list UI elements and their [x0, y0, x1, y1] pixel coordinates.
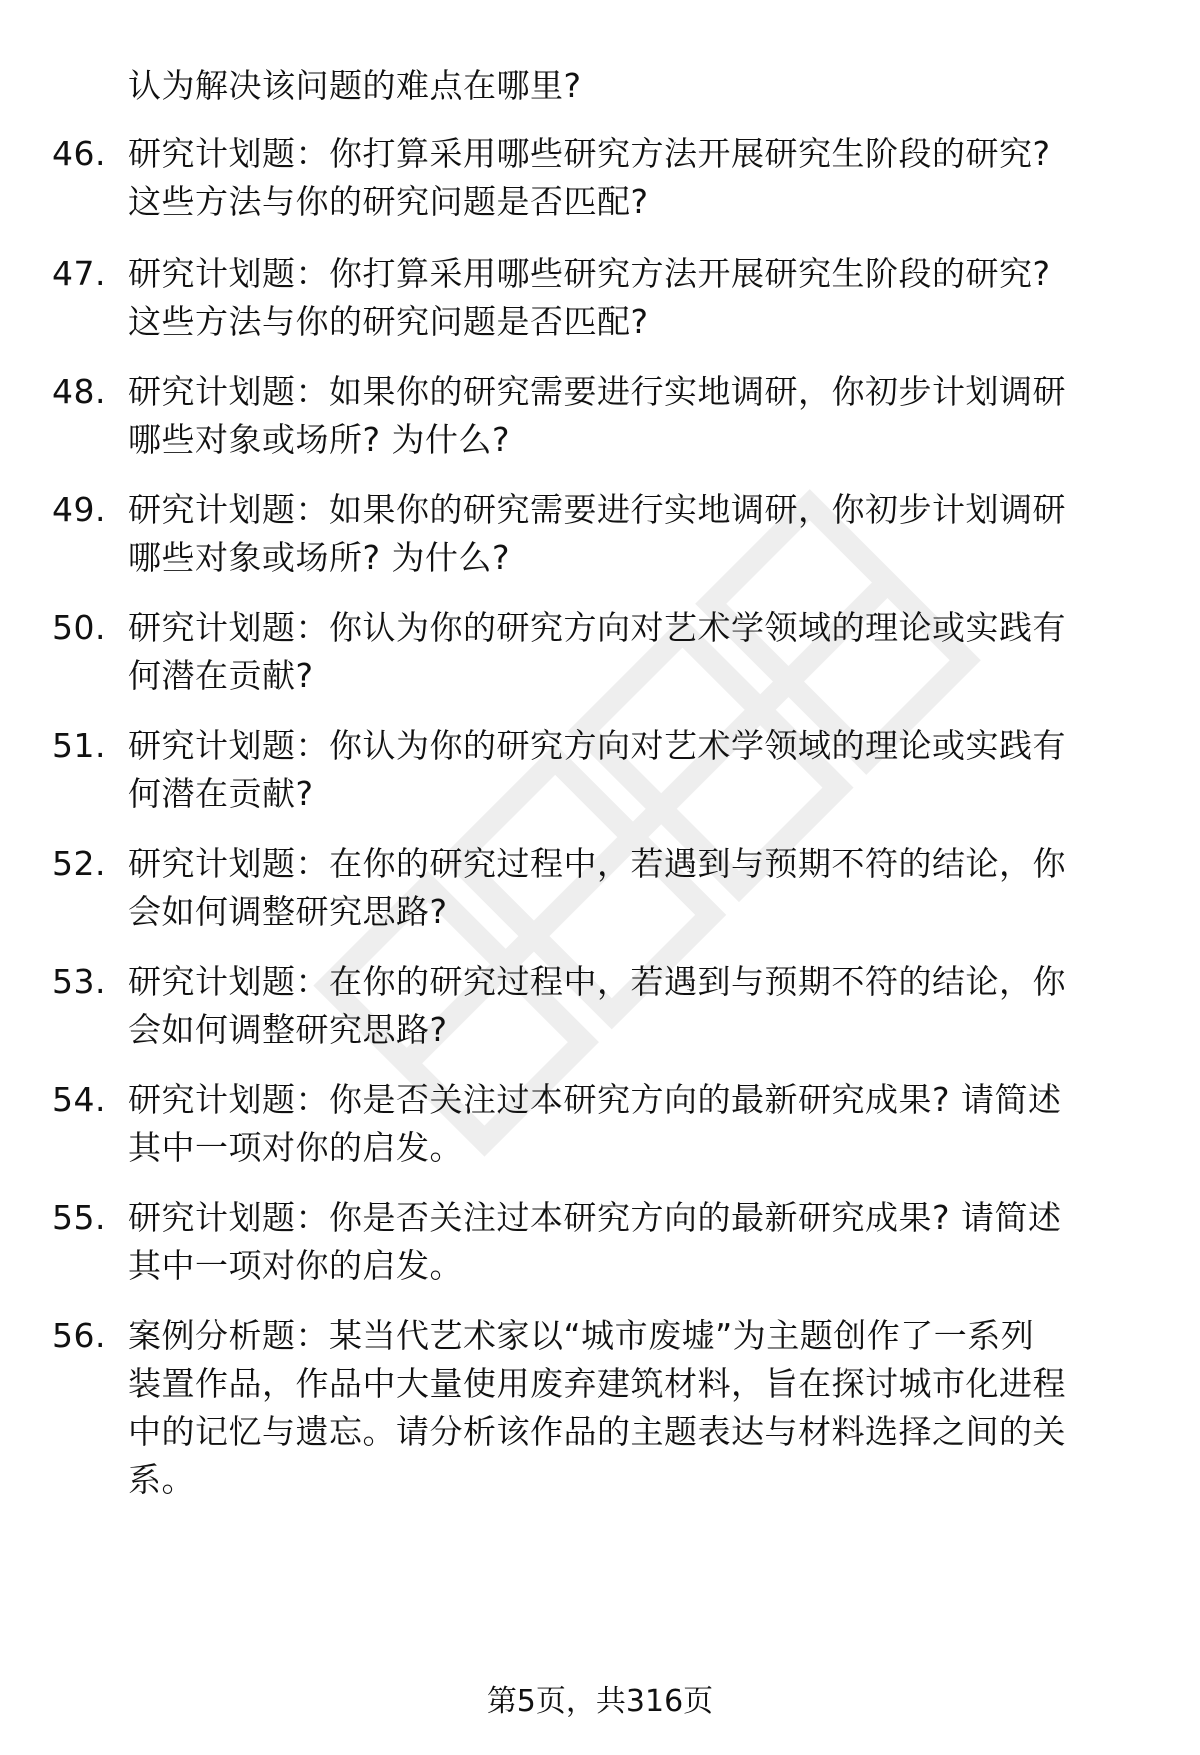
question-number: 46. — [52, 134, 106, 173]
question-number: 48. — [52, 372, 106, 411]
question-text-line: 研究计划题：如果你的研究需要进行实地调研，你初步计划调研 — [128, 490, 1066, 529]
question-text-line: 何潜在贡献? — [128, 656, 314, 695]
question-text-line: 研究计划题：你打算采用哪些研究方法开展研究生阶段的研究? — [128, 134, 1051, 173]
question-text-line: 研究计划题：你认为你的研究方向对艺术学领域的理论或实践有 — [128, 726, 1066, 765]
question-text-line: 这些方法与你的研究问题是否匹配? — [128, 182, 649, 221]
question-text — [128, 604, 1142, 700]
question-number: 54. — [52, 1080, 106, 1119]
question-text-line: 研究计划题：你是否关注过本研究方向的最新研究成果? 请简述 — [128, 1080, 1062, 1119]
question-text-line: 其中一项对你的启发。 — [128, 1128, 463, 1167]
question-text-line: 这些方法与你的研究问题是否匹配? — [128, 302, 649, 341]
question-text-line: 研究计划题：在你的研究过程中，若遇到与预期不符的结论，你 — [128, 962, 1066, 1001]
question-text-line: 研究计划题：你打算采用哪些研究方法开展研究生阶段的研究? — [128, 254, 1051, 293]
question-text — [128, 486, 1142, 582]
question-number: 55. — [52, 1198, 106, 1237]
question-text-line: 研究计划题：在你的研究过程中，若遇到与预期不符的结论，你 — [128, 844, 1066, 883]
question-text-line: 中的记忆与遗忘。请分析该作品的主题表达与材料选择之间的关 — [128, 1412, 1066, 1451]
question-number: 51. — [52, 726, 106, 765]
question-text-line: 研究计划题：你是否关注过本研究方向的最新研究成果? 请简述 — [128, 1198, 1062, 1237]
question-text — [128, 368, 1142, 464]
intro-line: 认为解决该问题的难点在哪里? — [128, 66, 582, 105]
question-text-line: 哪些对象或场所? 为什么? — [128, 420, 511, 459]
question-text — [128, 130, 1142, 226]
question-text-line: 哪些对象或场所? 为什么? — [128, 538, 511, 577]
question-text-line: 研究计划题：你认为你的研究方向对艺术学领域的理论或实践有 — [128, 608, 1066, 647]
page-footer: 第5页，共316页 — [486, 1684, 714, 1719]
question-text-line: 会如何调整研究思路? — [128, 1010, 448, 1049]
question-number: 56. — [52, 1316, 106, 1355]
question-text-line: 装置作品，作品中大量使用废弃建筑材料，旨在探讨城市化进程 — [128, 1364, 1066, 1403]
question-text — [128, 958, 1142, 1054]
question-number: 50. — [52, 608, 106, 647]
question-text-line: 会如何调整研究思路? — [128, 892, 448, 931]
question-number: 53. — [52, 962, 106, 1001]
question-text-line: 何潜在贡献? — [128, 774, 314, 813]
question-number: 52. — [52, 844, 106, 883]
question-text-line: 研究计划题：如果你的研究需要进行实地调研，你初步计划调研 — [128, 372, 1066, 411]
question-number: 49. — [52, 490, 106, 529]
question-text — [128, 1076, 1142, 1172]
question-text — [128, 1312, 1142, 1504]
question-text — [128, 250, 1142, 346]
question-number: 47. — [52, 254, 106, 293]
question-text — [128, 1194, 1142, 1290]
question-text-line: 系。 — [128, 1460, 195, 1499]
question-text — [128, 722, 1142, 818]
question-text-line: 其中一项对你的启发。 — [128, 1246, 463, 1285]
question-text — [128, 840, 1142, 936]
question-text-line: 案例分析题：某当代艺术家以“城市废墟”为主题创作了一系列 — [128, 1316, 1035, 1355]
